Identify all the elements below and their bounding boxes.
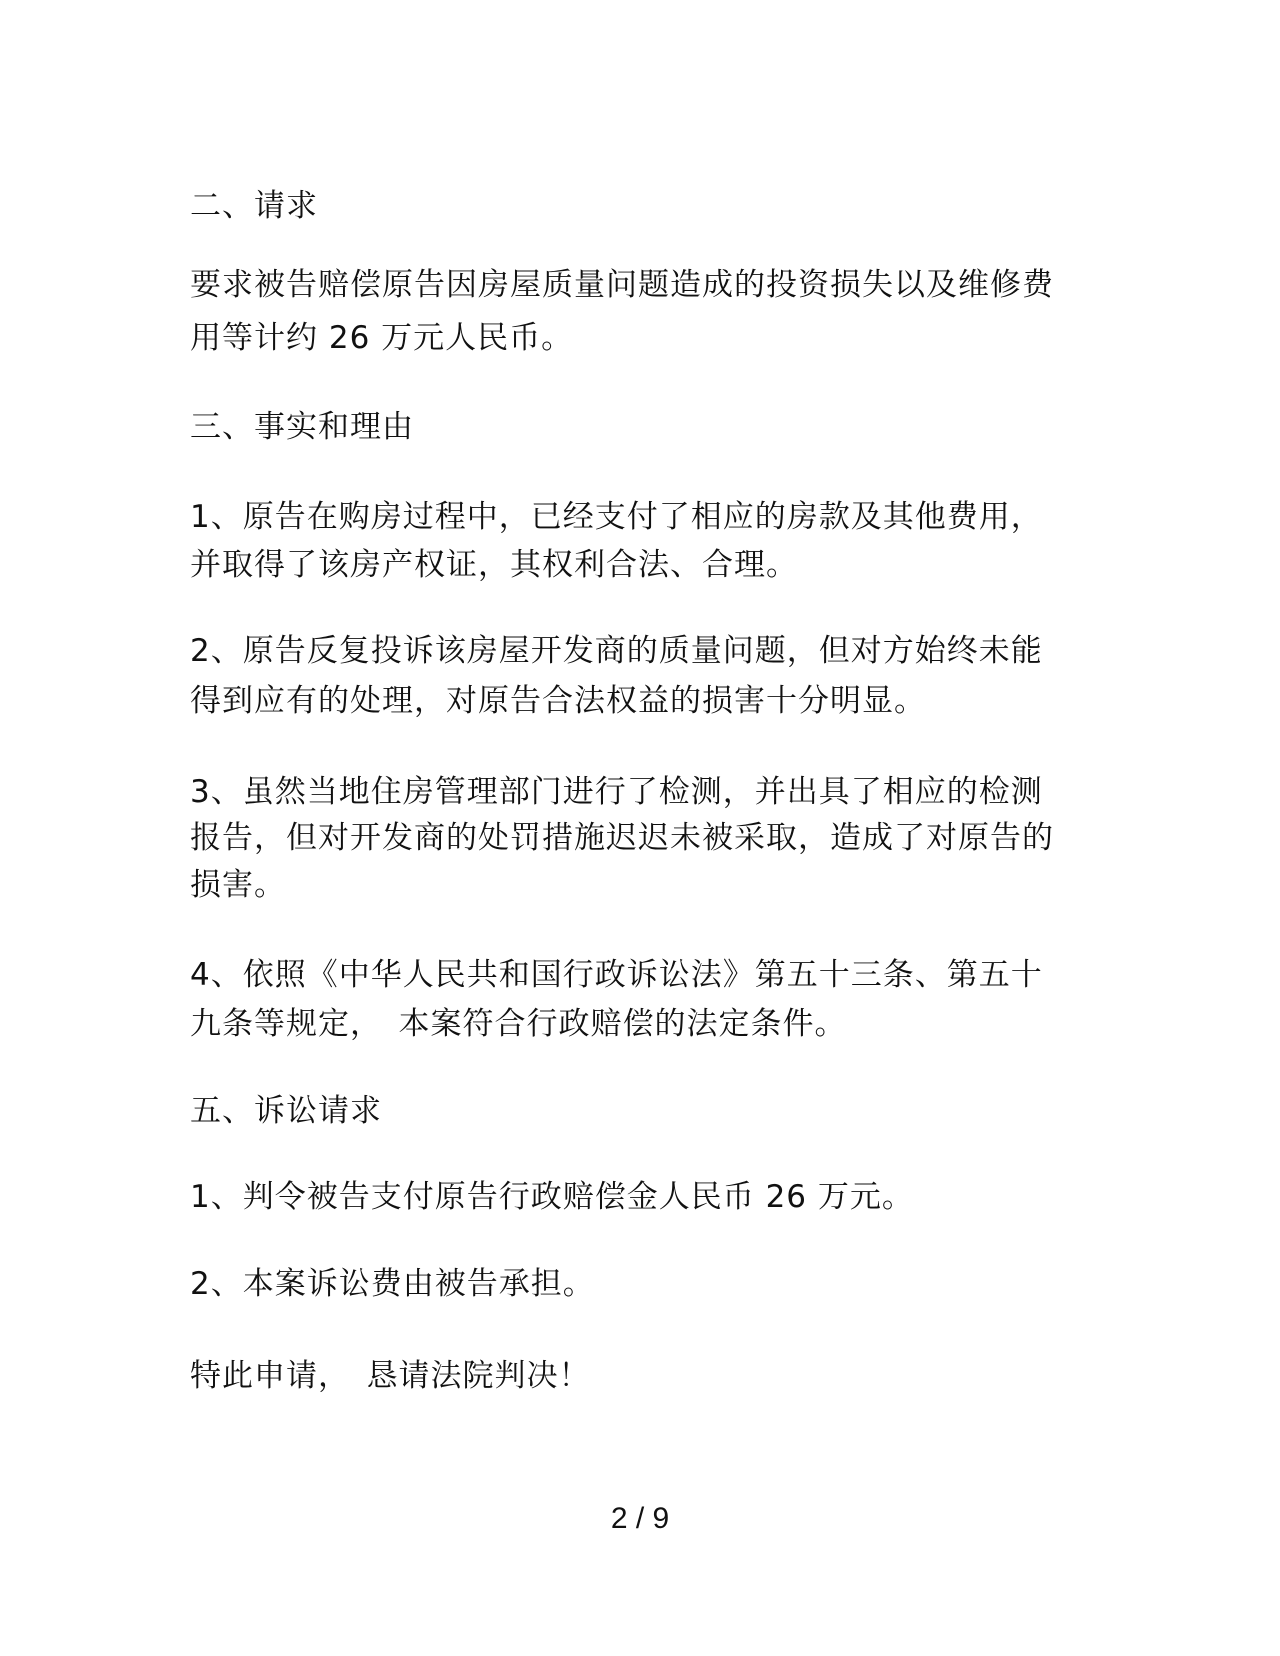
fact-3-line-3: 损害。 xyxy=(190,867,286,903)
fact-3-line-2: 报告，但对开发商的处罚措施迟迟未被采取，造成了对原告的 xyxy=(190,820,1054,856)
section-claims-heading: 五、诉讼请求 xyxy=(190,1093,382,1129)
request-line-2: 用等计约 26 万元人民币。 xyxy=(190,320,574,356)
closing-statement: 特此申请， 恳请法院判决！ xyxy=(190,1358,591,1394)
fact-1-line-2: 并取得了该房产权证，其权利合法、合理。 xyxy=(190,547,798,583)
section-request-heading: 二、请求 xyxy=(190,188,318,224)
fact-3-line-1: 3、虽然当地住房管理部门进行了检测，并出具了相应的检测 xyxy=(190,774,1043,810)
section-facts-heading: 三、事实和理由 xyxy=(190,409,414,445)
fact-2-line-2: 得到应有的处理，对原告合法权益的损害十分明显。 xyxy=(190,683,926,719)
fact-1-line-1: 1、原告在购房过程中，已经支付了相应的房款及其他费用， xyxy=(190,499,1043,535)
claim-2: 2、本案诉讼费由被告承担。 xyxy=(190,1266,595,1302)
request-line-1: 要求被告赔偿原告因房屋质量问题造成的投资损失以及维修费 xyxy=(190,267,1054,303)
fact-2-line-1: 2、原告反复投诉该房屋开发商的质量问题，但对方始终未能 xyxy=(190,633,1043,669)
claim-1: 1、判令被告支付原告行政赔偿金人民币 26 万元。 xyxy=(190,1179,914,1215)
fact-4-line-2: 九条等规定， 本案符合行政赔偿的法定条件。 xyxy=(190,1006,847,1042)
fact-4-line-1: 4、依照《中华人民共和国行政诉讼法》第五十三条、第五十 xyxy=(190,957,1043,993)
page-number: 2 / 9 xyxy=(610,1502,670,1535)
